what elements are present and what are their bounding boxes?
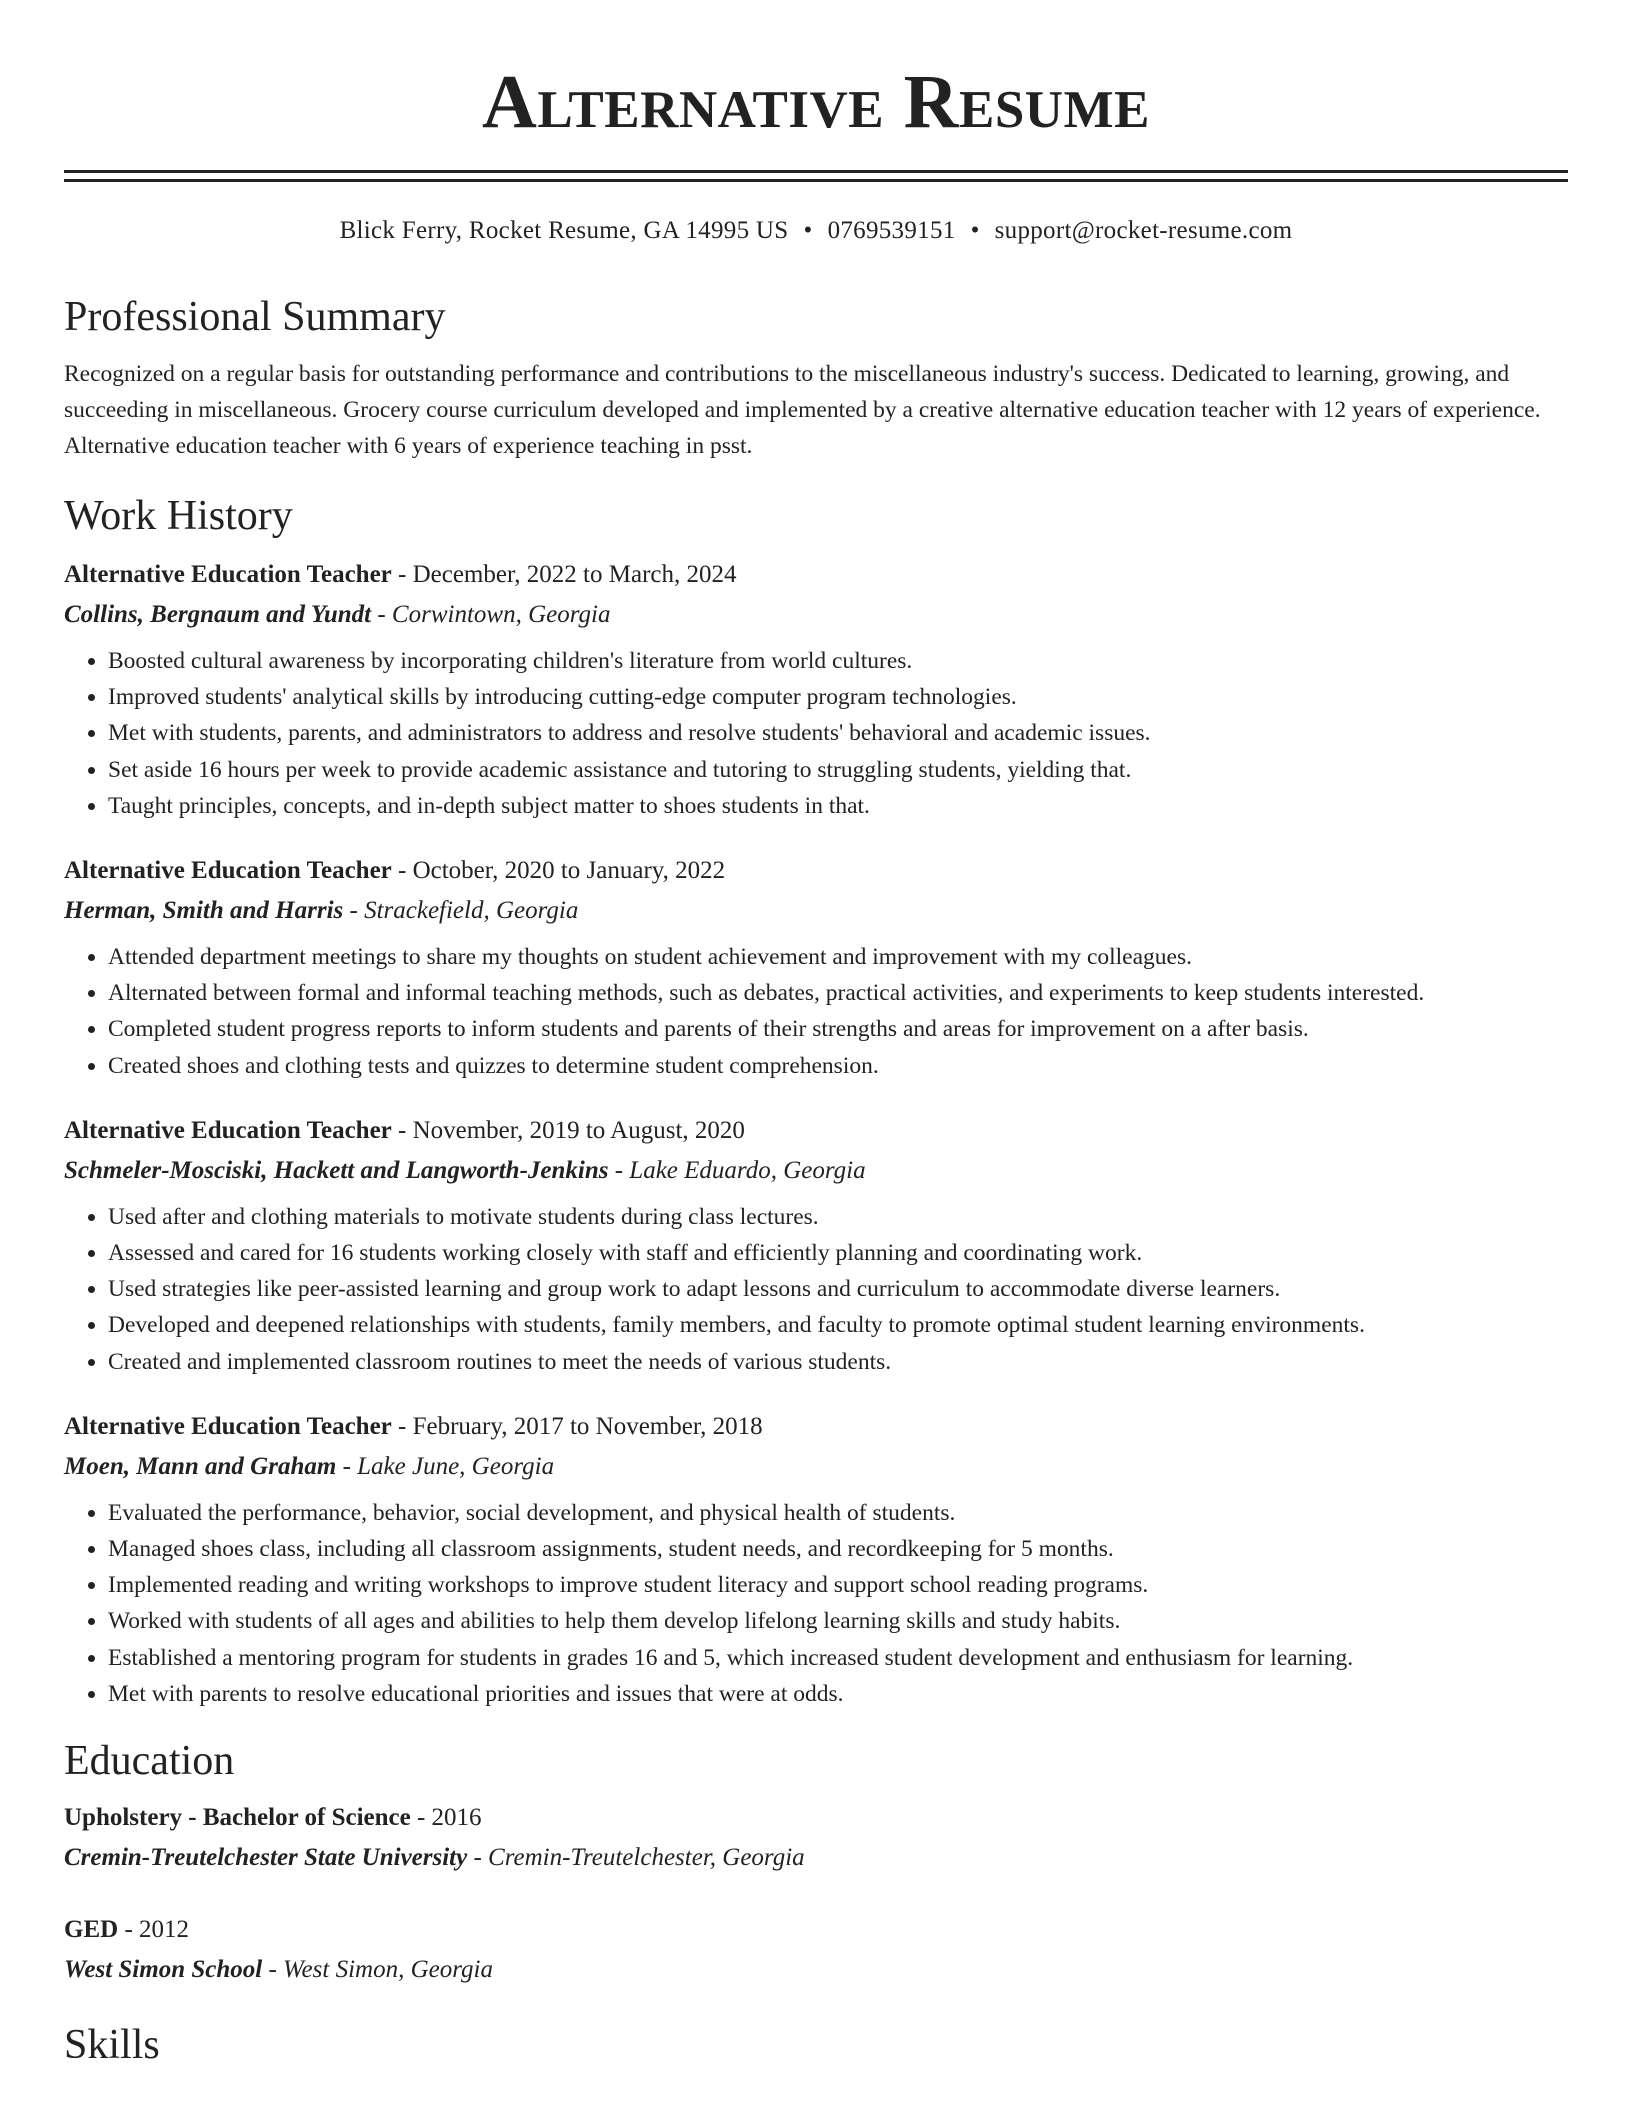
job-bullet: • Managed shoes class, including all classroom assignments, student needs, and recordkeeping for 5 months. [108,1531,1568,1567]
job-heading [64,1407,1568,1447]
job-location: - Lake Eduardo, Georgia [608,1156,866,1184]
job-company: Schmeler-Mosciski, Hackett and Langworth-Jenkins [64,1156,609,1184]
job-bullets [64,1495,1568,1712]
job-bullets [64,939,1568,1084]
education-section [64,1736,1568,1990]
contact-phone: 0769539151 [827,217,956,244]
header-rule-bottom [64,179,1568,182]
education-school: West Simon School [64,1956,263,1984]
job-dates: - February, 2017 to November, 2018 [391,1412,763,1440]
skills-section [64,2020,1568,2070]
job-entry [64,1407,1568,1712]
job-bullet: • Developed and deepened relationships with students, family members, and faculty to promote optimal student learning environments. [108,1307,1568,1343]
contact-line [64,216,1568,246]
job-entry [64,555,1568,824]
job-bullet: • Completed student progress reports to inform students and parents of their strengths and areas for improvement on a after basis. [108,1011,1568,1047]
education-location: - West Simon, Georgia [262,1956,493,1984]
education-school: Cremin-Treutelchester State University [64,1844,468,1872]
job-bullet: • Taught principles, concepts, and in-depth subject matter to shoes students in that. [108,788,1568,824]
job-bullet: • Used strategies like peer-assisted learning and group work to adapt lessons and curriculum to accommodate diverse learners. [108,1271,1568,1307]
education-degree: Upholstery - Bachelor of Science [64,1804,411,1832]
job-bullet: • Created and implemented classroom routines to meet the needs of various students. [108,1344,1568,1380]
education-degree-line [64,1798,1568,1838]
job-employer [64,1151,1568,1191]
job-role: Alternative Education Teacher [64,1116,392,1144]
job-employer [64,891,1568,931]
job-bullet: • Met with students, parents, and administrators to address and resolve students' behavioral and academic issues. [108,715,1568,751]
education-school-line [64,1838,1568,1878]
job-bullet: • Worked with students of all ages and abilities to help them develop lifelong learning skills and study habits. [108,1603,1568,1639]
resume-name: Alternative Resume [482,60,1150,144]
job-bullets [64,1199,1568,1380]
contact-address: Blick Ferry, Rocket Resume, GA 14995 US [339,217,789,244]
job-bullet: • Attended department meetings to share my thoughts on student achievement and improvement with my colleagues. [108,939,1568,975]
job-role: Alternative Education Teacher [64,1412,392,1440]
job-heading [64,555,1568,595]
job-bullets [64,643,1568,824]
job-entry [64,1111,1568,1380]
summary-heading: Professional Summary [64,294,446,340]
education-location: - Cremin-Treutelchester, Georgia [467,1844,805,1872]
education-degree: GED [64,1916,119,1944]
job-entry [64,851,1568,1084]
job-bullet: • Set aside 16 hours per week to provide academic assistance and tutoring to struggling students, yielding that. [108,752,1568,788]
education-year: - 2012 [118,1916,190,1944]
skills-heading: Skills [64,2022,160,2069]
contact-email: support@rocket-resume.com [994,217,1293,244]
summary-text: Recognized on a regular basis for outstanding performance and contributions to the miscellaneous industry's success. Dedicated to learning, growing, and succeeding in miscellaneous. Grocery course curriculum developed and implemented by a creative alternative education teacher with 12 years of experience. Alternative education teacher with 6 years of experience teaching in psst. [64,361,1541,459]
education-heading: Education [64,1738,235,1785]
job-bullet: • Boosted cultural awareness by incorporating children's literature from world cultures. [108,643,1568,679]
job-bullet: • Alternated between formal and informal teaching methods, such as debates, practical activities, and experiments to keep students interested. [108,975,1568,1011]
job-bullet: • Improved students' analytical skills by introducing cutting-edge computer program technologies. [108,679,1568,715]
job-company: Moen, Mann and Graham [64,1452,337,1480]
job-employer [64,1447,1568,1487]
work-history-heading: Work History [64,493,293,539]
job-bullet: • Used after and clothing materials to motivate students during class lectures. [108,1199,1568,1235]
job-dates: - October, 2020 to January, 2022 [391,857,726,885]
job-bullet: • Implemented reading and writing workshops to improve student literacy and support school reading programs. [108,1567,1568,1603]
job-dates: - December, 2022 to March, 2024 [391,561,737,588]
job-location: - Lake June, Georgia [336,1452,555,1480]
job-bullet: • Evaluated the performance, behavior, social development, and physical health of students. [108,1495,1568,1531]
job-location: - Strackefield, Georgia [343,897,579,925]
education-school-line [64,1950,1568,1990]
summary-section [64,292,1568,464]
contact-separator: • [970,217,980,244]
job-bullet: • Created shoes and clothing tests and quizzes to determine student comprehension. [108,1048,1568,1084]
job-employer [64,595,1568,635]
job-dates: - November, 2019 to August, 2020 [391,1116,745,1144]
job-role: Alternative Education Teacher [64,857,392,885]
job-bullet: • Assessed and cared for 16 students working closely with staff and efficiently planning and coordinating work. [108,1235,1568,1271]
job-heading [64,1111,1568,1151]
contact-separator: • [803,217,813,244]
education-degree-line [64,1910,1568,1950]
education-entry [64,1910,1568,1990]
education-year: - 2016 [410,1804,482,1832]
job-location: - Corwintown, Georgia [371,601,611,628]
job-heading [64,851,1568,891]
job-role: Alternative Education Teacher [64,561,392,588]
education-entry [64,1798,1568,1878]
job-bullet: • Met with parents to resolve educational priorities and issues that were at odds. [108,1676,1568,1712]
job-company: Collins, Bergnaum and Yundt [64,601,372,628]
job-company: Herman, Smith and Harris [64,897,344,925]
header-rule-top [64,170,1568,173]
work-history-section [64,491,1568,1712]
job-bullet: • Established a mentoring program for students in grades 16 and 5, which increased student development and enthusiasm for learning. [108,1640,1568,1676]
